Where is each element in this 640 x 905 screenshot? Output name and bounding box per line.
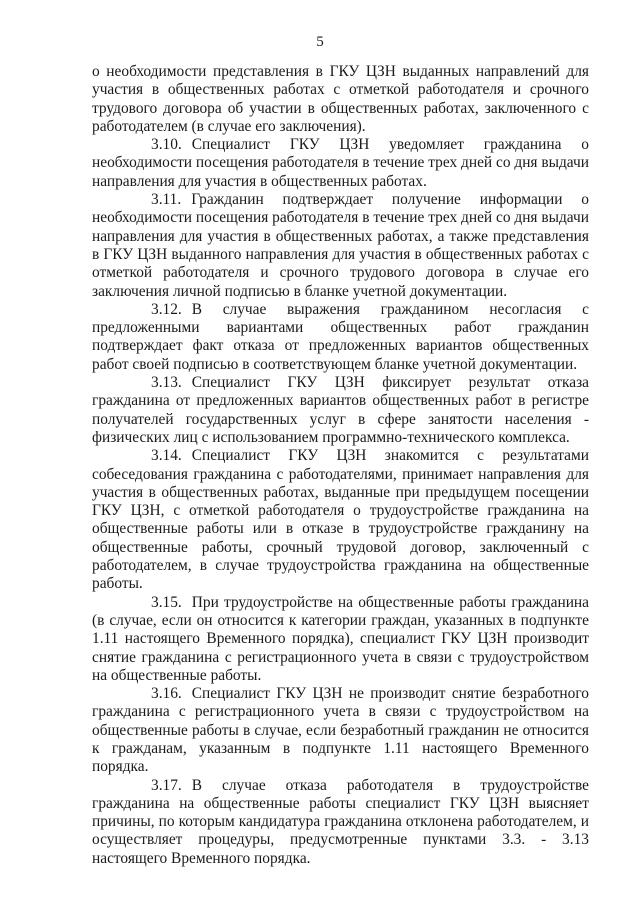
paragraph-text: В случае отказа работодателя в трудоустройстве гражданина на общественные работы специалист ГКУ ЦЗН выясняет причины, по которым кандидатура гражданина отклонена работодателем, и осуществляет процедуры, предусмотренные пунктами 3.3. - 3.13 настоящего Временного порядка.: [92, 776, 589, 867]
paragraph-number: 3.16.: [151, 685, 182, 703]
paragraph-3-10: [92, 136, 589, 191]
paragraph-text: Специалист ГКУ ЦЗН знакомится с результатами собеседования гражданина с работодателями, принимает направления для участия в общественных работах, выданные при предыдущем посещении ГКУ ЦЗН, с отметкой работодателя о трудоустройстве гражданина на общественные работы или в отказе в трудоустройстве гражданину на общественные работы, срочный трудовой договор, заключенный с работодателем, в случае трудоустройства гражданина на общественные работы.: [92, 447, 589, 593]
paragraph-text: Специалист ГКУ ЦЗН уведомляет гражданина о необходимости посещения работодателя в течение трех дней со дня выдачи направления для участия в общественных работах.: [92, 136, 589, 190]
paragraph-continuation: [92, 63, 589, 136]
paragraph-3-16: [92, 685, 589, 776]
paragraph-number: 3.13.: [151, 374, 182, 392]
paragraph-3-14: [92, 447, 589, 593]
paragraph-text: о необходимости представления в ГКУ ЦЗН выданных направлений для участия в общественных работах с отметкой работодателя и срочного трудового договора об участии в общественных работах, заключенного с работодателем (в случае его заключения).: [92, 63, 589, 135]
paragraph-text: Специалист ГКУ ЦЗН фиксирует результат отказа гражданина от предложенных вариантов общественных работ в регистре получателей государственных услуг в сфере занятости населения - физических лиц с использованием программно-технического комплекса.: [92, 374, 589, 446]
paragraph-3-15: [92, 594, 589, 685]
paragraph-number: 3.10.: [151, 136, 182, 154]
paragraph-number: 3.17.: [151, 776, 182, 794]
paragraph-text: При трудоустройстве на общественные работы гражданина (в случае, если он относится к категории граждан, указанных в подпункте 1.11 настоящего Временного порядка), специалист ГКУ ЦЗН производит снятие гражданина с регистрационного учета в связи с трудоустройством на общественные работы.: [92, 593, 589, 684]
document-body: [92, 63, 589, 868]
paragraph-number: 3.11.: [151, 191, 182, 209]
paragraph-text: Специалист ГКУ ЦЗН не производит снятие безработного гражданина с регистрационного учета в связи с трудоустройством на общественные работы в случае, если безработный гражданин не относится к гражданам, указанным в подпункте 1.11 настоящего Временного порядка.: [92, 685, 589, 776]
paragraph-3-17: [92, 777, 589, 868]
paragraph-text: В случае выражения гражданином несогласия с предложенными вариантами общественных работ гражданин подтверждает факт отказа от предложенных вариантов общественных работ своей подписью в соответствующем бланке учетной документации.: [92, 300, 589, 373]
paragraph-text: Гражданин подтверждает получение информации о необходимости посещения работодателя в течение трех дней со дня выдачи направления для участия в общественных работах, а также представления в ГКУ ЦЗН выданного направления для участия в общественных работах с отметкой работодателя и срочного трудового договора в случае его заключения личной подписью в бланке учетной документации.: [92, 191, 589, 300]
paragraph-number: 3.12.: [151, 300, 182, 318]
paragraph-number: 3.15.: [151, 593, 182, 611]
paragraph-3-12: [92, 301, 589, 374]
paragraph-number: 3.14.: [151, 447, 182, 465]
paragraph-3-11: [92, 191, 589, 301]
paragraph-3-13: [92, 374, 589, 447]
page-number: 5: [316, 34, 324, 50]
